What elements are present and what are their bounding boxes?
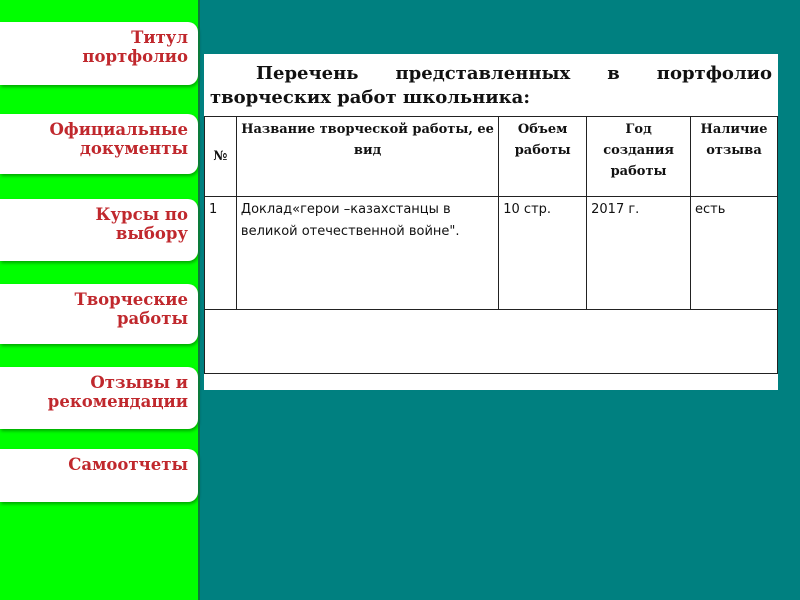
sidebar: [0, 0, 198, 600]
sidebar-item-label: Официальные: [49, 120, 188, 139]
cell-review: есть: [691, 197, 778, 310]
sidebar-item-elective-courses[interactable]: [0, 199, 198, 261]
header-number: №: [205, 117, 237, 197]
sidebar-item-creative-works[interactable]: [0, 284, 198, 344]
cell-number: 1: [205, 197, 237, 310]
sidebar-item-label: Творческие: [74, 290, 188, 309]
cell-year: 2017 г.: [587, 197, 691, 310]
sidebar-item-label: работы: [116, 309, 188, 328]
header-volume: Объем работы: [499, 117, 587, 197]
sidebar-item-label: портфолио: [82, 47, 188, 66]
sidebar-item-label: рекомендации: [47, 392, 188, 411]
sidebar-item-label: документы: [79, 139, 188, 158]
sidebar-item-self-reports[interactable]: [0, 449, 198, 502]
works-table: [204, 116, 778, 374]
header-year: Год создания работы: [587, 117, 691, 197]
sidebar-item-title[interactable]: [0, 22, 198, 85]
sidebar-item-label: Отзывы и: [90, 373, 188, 392]
table-row: [205, 197, 778, 310]
content-panel: [204, 54, 778, 390]
sidebar-divider: [198, 0, 200, 600]
header-review: Наличие отзыва: [691, 117, 778, 197]
sidebar-item-label: Титул: [131, 28, 188, 47]
cell-empty: [205, 310, 778, 374]
table-empty-row: [205, 310, 778, 374]
sidebar-item-reviews[interactable]: [0, 367, 198, 429]
page-title: [210, 62, 772, 110]
cell-volume: 10 стр.: [499, 197, 587, 310]
title-line-1: Перечень представленных в портфолио: [256, 63, 772, 84]
header-work-name: Название творческой работы, ее вид: [236, 117, 498, 197]
sidebar-item-official-documents[interactable]: [0, 114, 198, 174]
sidebar-item-label: Самоотчеты: [68, 455, 188, 474]
sidebar-item-label: Курсы по: [95, 205, 188, 224]
table-header-row: [205, 117, 778, 197]
cell-work-name: Доклад«герои –казахстанцы в великой отечественной войне".: [236, 197, 498, 310]
title-line-2: творческих работ школьника:: [210, 87, 530, 108]
sidebar-item-label: выбору: [115, 224, 188, 243]
